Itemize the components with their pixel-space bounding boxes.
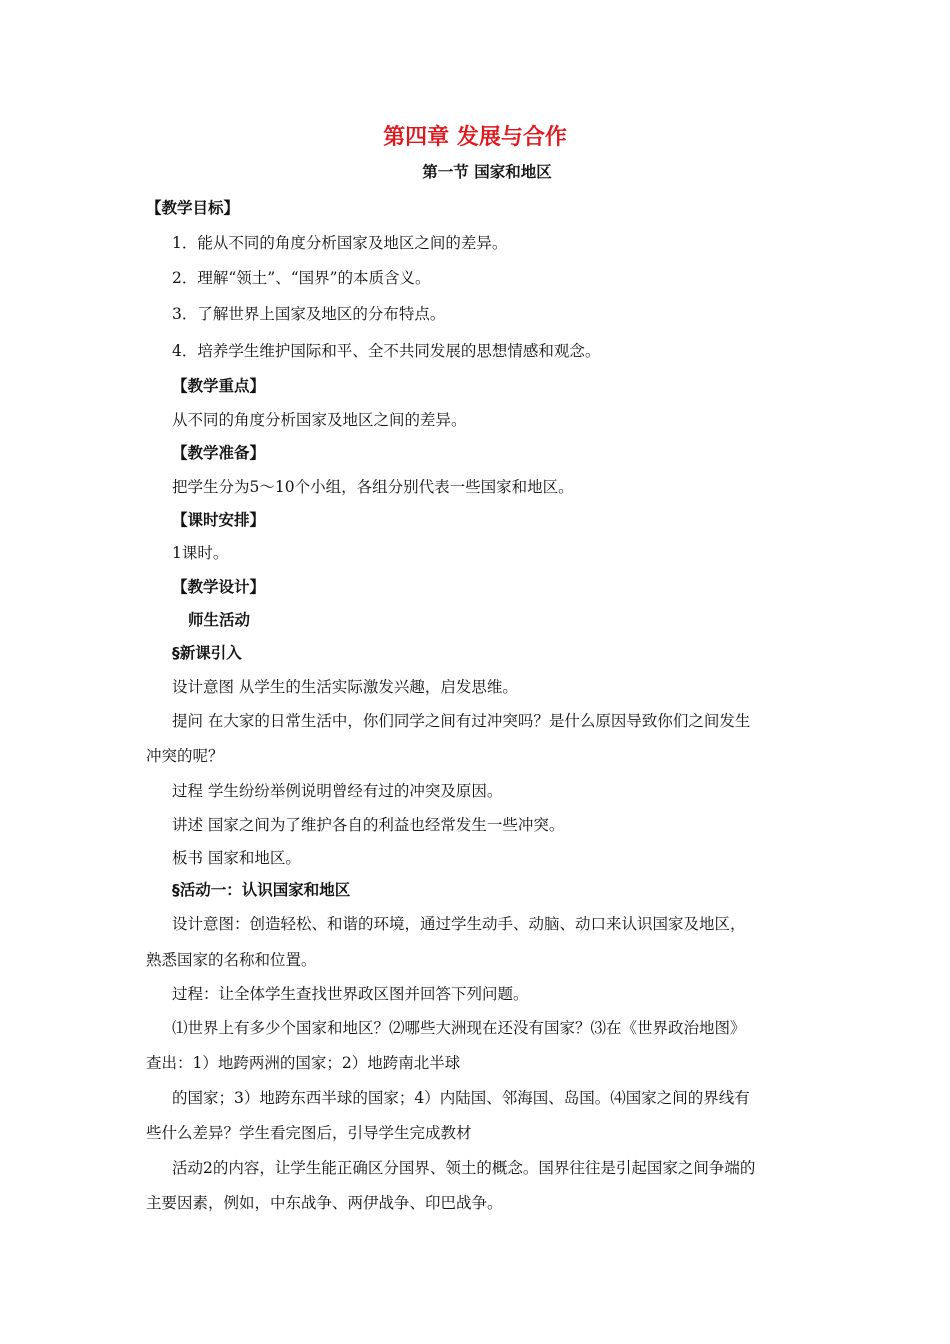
key-text: 从不同的角度分析国家及地区之间的差异。 xyxy=(172,411,467,429)
activity1-line: 设计意图：创造轻松、和谐的环境，通过学生动手、动脑、动口来认识国家及地区， xyxy=(172,915,746,933)
intro-line: 设计意图 从学生的生活实际激发兴趣，启发思维。 xyxy=(172,678,518,696)
prep-heading: 【教学准备】 xyxy=(172,444,266,462)
activity1-line: 主要因素，例如，中东战争、两伊战争、印巴战争。 xyxy=(146,1194,503,1212)
objective-item: 4．培养学生维护国际和平、全不共同发展的思想情感和观念。 xyxy=(172,342,601,360)
objective-item: 2．理解“领土”、“国界”的本质含义。 xyxy=(172,269,431,287)
key-heading: 【教学重点】 xyxy=(172,377,266,395)
schedule-heading: 【课时安排】 xyxy=(172,511,266,529)
activity-label: 师生活动 xyxy=(188,611,251,629)
objectives-heading: 【教学目标】 xyxy=(146,199,240,217)
intro-line: 冲突的呢？ xyxy=(146,747,224,765)
intro-line: 过程 学生纷纷举例说明曾经有过的冲突及原因。 xyxy=(172,782,503,800)
intro-line: 板书 国家和地区。 xyxy=(172,849,301,867)
objective-item: 1．能从不同的角度分析国家及地区之间的差异。 xyxy=(172,234,508,252)
intro-line: 提问 在大家的日常生活中，你们同学之间有过冲突吗？是什么原因导致你们之间发生 xyxy=(172,712,751,730)
activity1-line: 些什么差异？学生看完图后，引导学生完成教材 xyxy=(146,1124,472,1142)
activity1-line: 熟悉国家的名称和位置。 xyxy=(146,951,317,969)
prep-text: 把学生分为5～10个小组，各组分别代表一些国家和地区。 xyxy=(172,478,574,496)
activity1-line: 的国家；3）地跨东西半球的国家；4）内陆国、邻海国、岛国。⑷国家之间的界线有 xyxy=(172,1089,750,1107)
section-title: 第一节 国家和地区 xyxy=(422,163,552,181)
chapter-title: 第四章 发展与合作 xyxy=(383,125,567,150)
activity1-line: ⑴世界上有多少个国家和地区？⑵哪些大洲现在还没有国家？⑶在《世界政治地图》 xyxy=(172,1019,746,1037)
intro-line: 讲述 国家之间为了维护各自的利益也经常发生一些冲突。 xyxy=(172,816,565,834)
schedule-text: 1课时。 xyxy=(172,544,229,562)
activity1-line: 活动2的内容，让学生能正确区分国界、领土的概念。国界往往是引起国家之间争端的 xyxy=(172,1159,756,1177)
intro-heading: §新课引入 xyxy=(172,644,242,662)
design-heading: 【教学设计】 xyxy=(172,578,266,596)
objective-item: 3．了解世界上国家及地区的分布特点。 xyxy=(172,305,446,323)
activity1-line: 查出：1）地跨两洲的国家；2）地跨南北半球 xyxy=(146,1054,461,1072)
activity1-line: 过程：让全体学生查找世界政区图并回答下列问题。 xyxy=(172,985,529,1003)
activity1-heading: §活动一：认识国家和地区 xyxy=(172,881,351,899)
